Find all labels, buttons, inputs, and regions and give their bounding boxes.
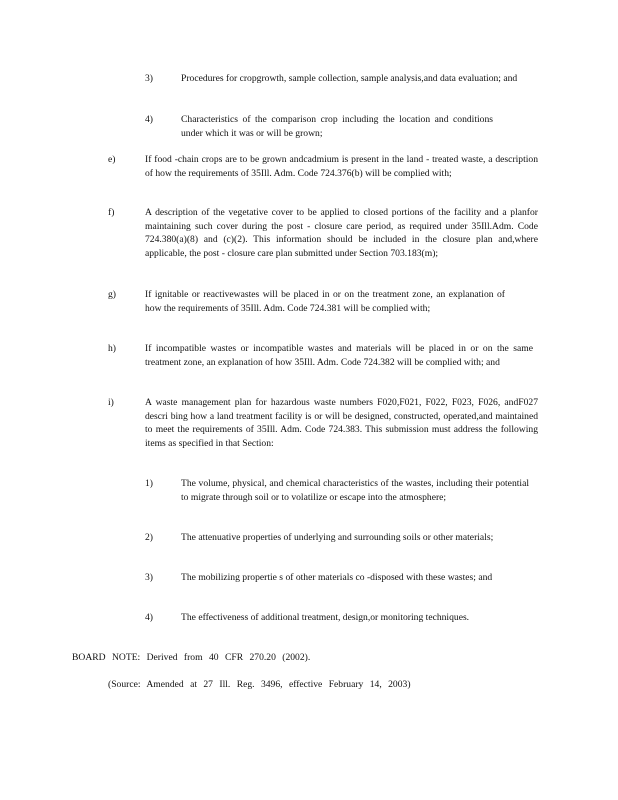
item-text: The effectiveness of additional treatment, design,or monitoring techniques. [181,612,470,623]
item-text: If ignitable or reactivewastes will be placed in or on the treatment zone, an explanation of how the requirements of 35Ill. Adm. Code 724.381 will be complied with; [145,289,505,314]
item-text: Characteristics of the comparison crop including the location and conditions under which it was or will be grown; [181,114,493,139]
item-text: If incompatible wastes or incompatible wastes and materials will be placed in or on the same treatment zone, an explanation of how 35Ill. Adm. Code 724.382 will be complied with; and [145,343,533,368]
item-text: If food -chain crops are to be grown andcadmium is present in the land - treated waste, a description of how the requirements of 35Ill. Adm. Code 724.376(b) will be complied with; [145,154,538,179]
item-text: The attenuative properties of underlying and surrounding soils or other materials; [181,532,494,543]
item-number: 1) [145,478,153,489]
item-letter: f) [108,207,115,218]
item-number: 3) [145,73,153,84]
item-text: A waste management plan for hazardous waste numbers F020,F021, F022, F023, F026, andF027 descri bing how a land treatment facility is or will be designed, constructed, operated,and maintained to meet the requirements of 35Ill. Adm. Code 724.383. This submission must address the following items as specified in that Section: [145,397,538,449]
item-number: 2) [145,532,153,543]
item-letter: i) [108,397,114,408]
item-letter: h) [108,343,116,354]
item-number: 4) [145,612,153,623]
item-text: A description of the vegetative cover to be applied to closed portions of the facility and a planfor maintaining such cover during the post - closure care period, as required under 35Ill.Adm. Code 724.380(a)(8) and (c)(2). This information should be included in the closure plan and,where applicable, the post - closure care plan submitted under Section 703.183(m); [145,207,538,259]
item-text: The volume, physical, and chemical characteristics of the wastes, including their potential to migrate through soil or to volatilize or escape into the atmosphere; [181,478,529,503]
item-number: 3) [145,572,153,583]
item-text: The mobilizing propertie s of other materials co -disposed with these wastes; and [181,572,493,583]
item-letter: e) [108,154,116,165]
board-note: BOARD NOTE: Derived from 40 CFR 270.20 (2002). [72,652,311,663]
item-letter: g) [108,289,116,300]
item-number: 4) [145,114,153,125]
source-note: (Source: Amended at 27 Ill. Reg. 3496, effective February 14, 2003) [108,679,411,690]
item-text: Procedures for cropgrowth, sample collection, sample analysis,and data evaluation; and [181,73,518,84]
